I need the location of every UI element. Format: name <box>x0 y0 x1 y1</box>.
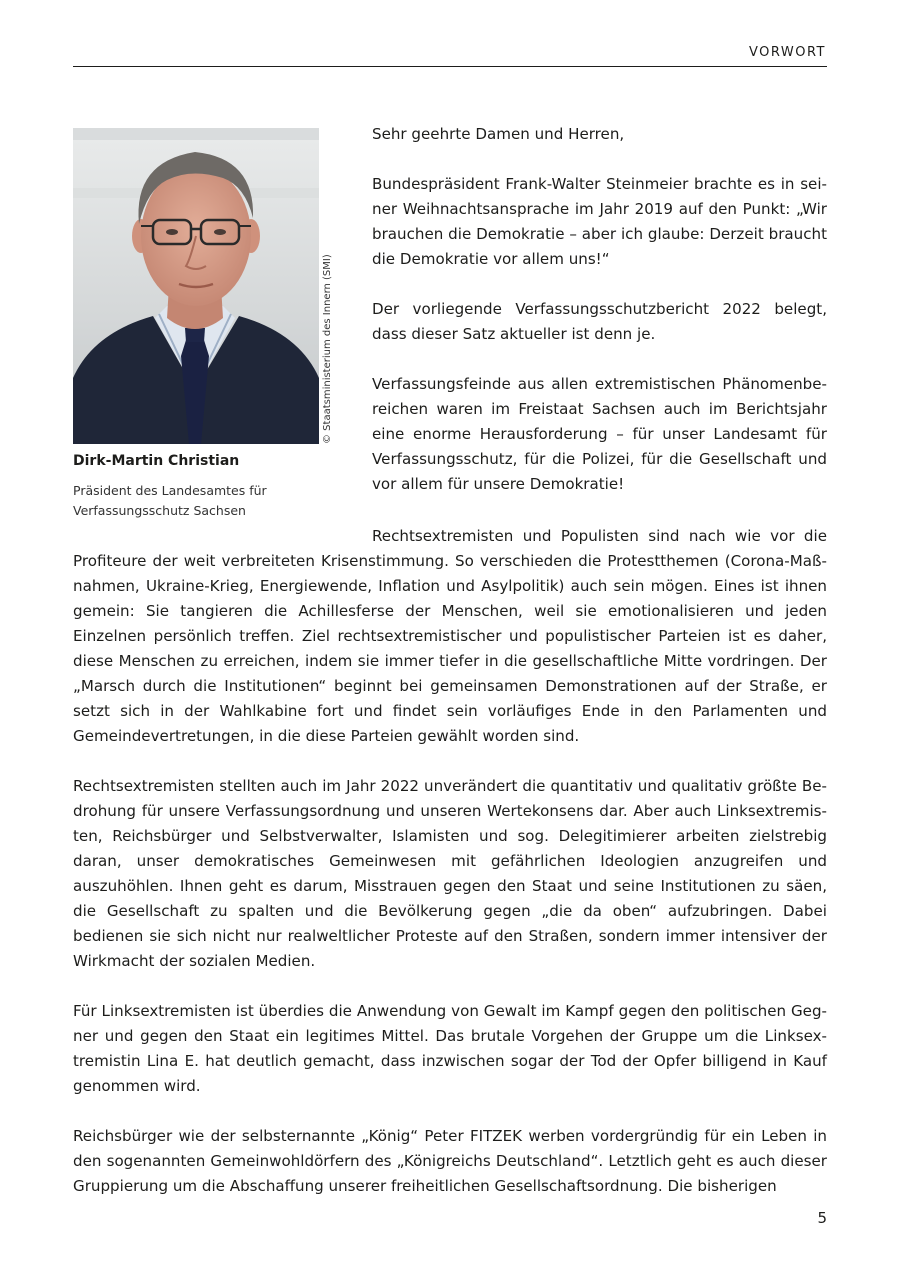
paragraph-1: Bundespräsident Frank-Walter Steinmeier brachte es in seiner Weihnachtsansprache im Jahr 2019 auf den Punkt: „Wir brauchen die Demokratie – aber ich glaube: Derzeit braucht die Demokratie vor allem uns!“ <box>372 175 827 268</box>
person-name: Dirk-Martin Christian <box>73 453 240 469</box>
header-divider <box>73 66 827 67</box>
paragraph-4: Rechtsextremisten und Populisten sind nach wie vor die Profiteure der weit verbreiteten Krisenstimmung. So verschieden die Protestthemen (Corona-Maßnahmen, Ukraine-Krieg, Energiewende, Inflation und Asylpolitik) auch sein mögen. Eines ist ihnen gemein: Sie tangieren die Achillesferse der Menschen, weil sie emotionalisieren und jeden Einzelnen persönlich treffen. Ziel rechtsextremistischer und populistischer Parteien ist es daher, diese Menschen zu erreichen, indem sie immer tiefer in die gesellschaftliche Mitte vordringen. Der „Marsch durch die Institutionen“ beginnt bei gemeinsamen Demonstrationen auf der Straße, er setzt sich in der Wahlkabine fort und findet sein vorläufiges Ende in den Parlamenten und Gemeindevertretungen, in die diese Parteien gewählt worden sind. <box>73 527 827 745</box>
paragraph-7: Reichsbürger wie der selbsternannte „König“ Peter FITZEK werben vordergründig für ein Leben in den sogenannten Gemeinwohldörfern des „Königreichs Deutschland“. Letztlich geht es auch dieser Gruppierung um die Abschaffung unserer freiheitlichen Gesellschaftsordnung. Die bisherigen <box>73 1127 827 1195</box>
section-label: VORWORT <box>748 45 826 60</box>
paragraph-3: Verfassungsfeinde aus allen extremistischen Phänomenbereichen waren im Freistaat Sachsen auch im Berichtsjahr eine enorme Herausforderung – für unser Landesamt für Verfassungsschutz, für die Polizei, für die Gesellschaft und vor allem für unsere Demokratie! <box>372 375 827 493</box>
paragraph-6: Für Linksextremisten ist überdies die Anwendung von Gewalt im Kampf gegen den politischen Gegner und gegen den Staat ein legitimes Mittel. Das brutale Vorgehen der Gruppe um die Linksextremistin Lina E. hat deutlich gemacht, dass inzwischen sogar der Tod der Opfer billigend in Kauf genommen wird. <box>73 1002 827 1095</box>
person-role <box>73 481 333 521</box>
body-text <box>73 524 827 1224</box>
portrait-photo <box>73 128 319 444</box>
paragraph-2: Der vorliegende Verfassungsschutzbericht 2022 belegt, dass dieser Satz aktueller ist denn je. <box>372 300 827 343</box>
photo-credit: © Staatsministerium des Innern (SMI) <box>322 254 333 444</box>
greeting: Sehr geehrte Damen und Herren, <box>372 125 625 143</box>
role-line-1: Präsident des Landesamtes für <box>73 483 267 498</box>
page-number: 5 <box>817 1209 827 1227</box>
role-line-2: Verfassungsschutz Sachsen <box>73 503 246 518</box>
right-column-text <box>372 122 827 522</box>
paragraph-5: Rechtsextremisten stellten auch im Jahr 2022 unverändert die quantitativ und qualitativ größte Bedrohung für unsere Verfassungsordnung und unseren Wertekonsens dar. Aber auch Linksextremisten, Reichsbürger und Selbstverwalter, Islamisten und sog. Delegitimierer arbeiten zielstrebig daran, unser demokratisches Gemeinwesen mit gefährlichen Ideologien anzugreifen und auszuhöhlen. Ihnen geht es darum, Misstrauen gegen den Staat und seine Institutionen zu säen, die Gesellschaft zu spalten und die Bevölkerung gegen „die da oben“ aufzubringen. Dabei bedienen sie sich nicht nur realweltlicher Proteste auf den Straßen, sondern immer intensiver der Wirkmacht der sozialen Medien. <box>73 777 827 970</box>
